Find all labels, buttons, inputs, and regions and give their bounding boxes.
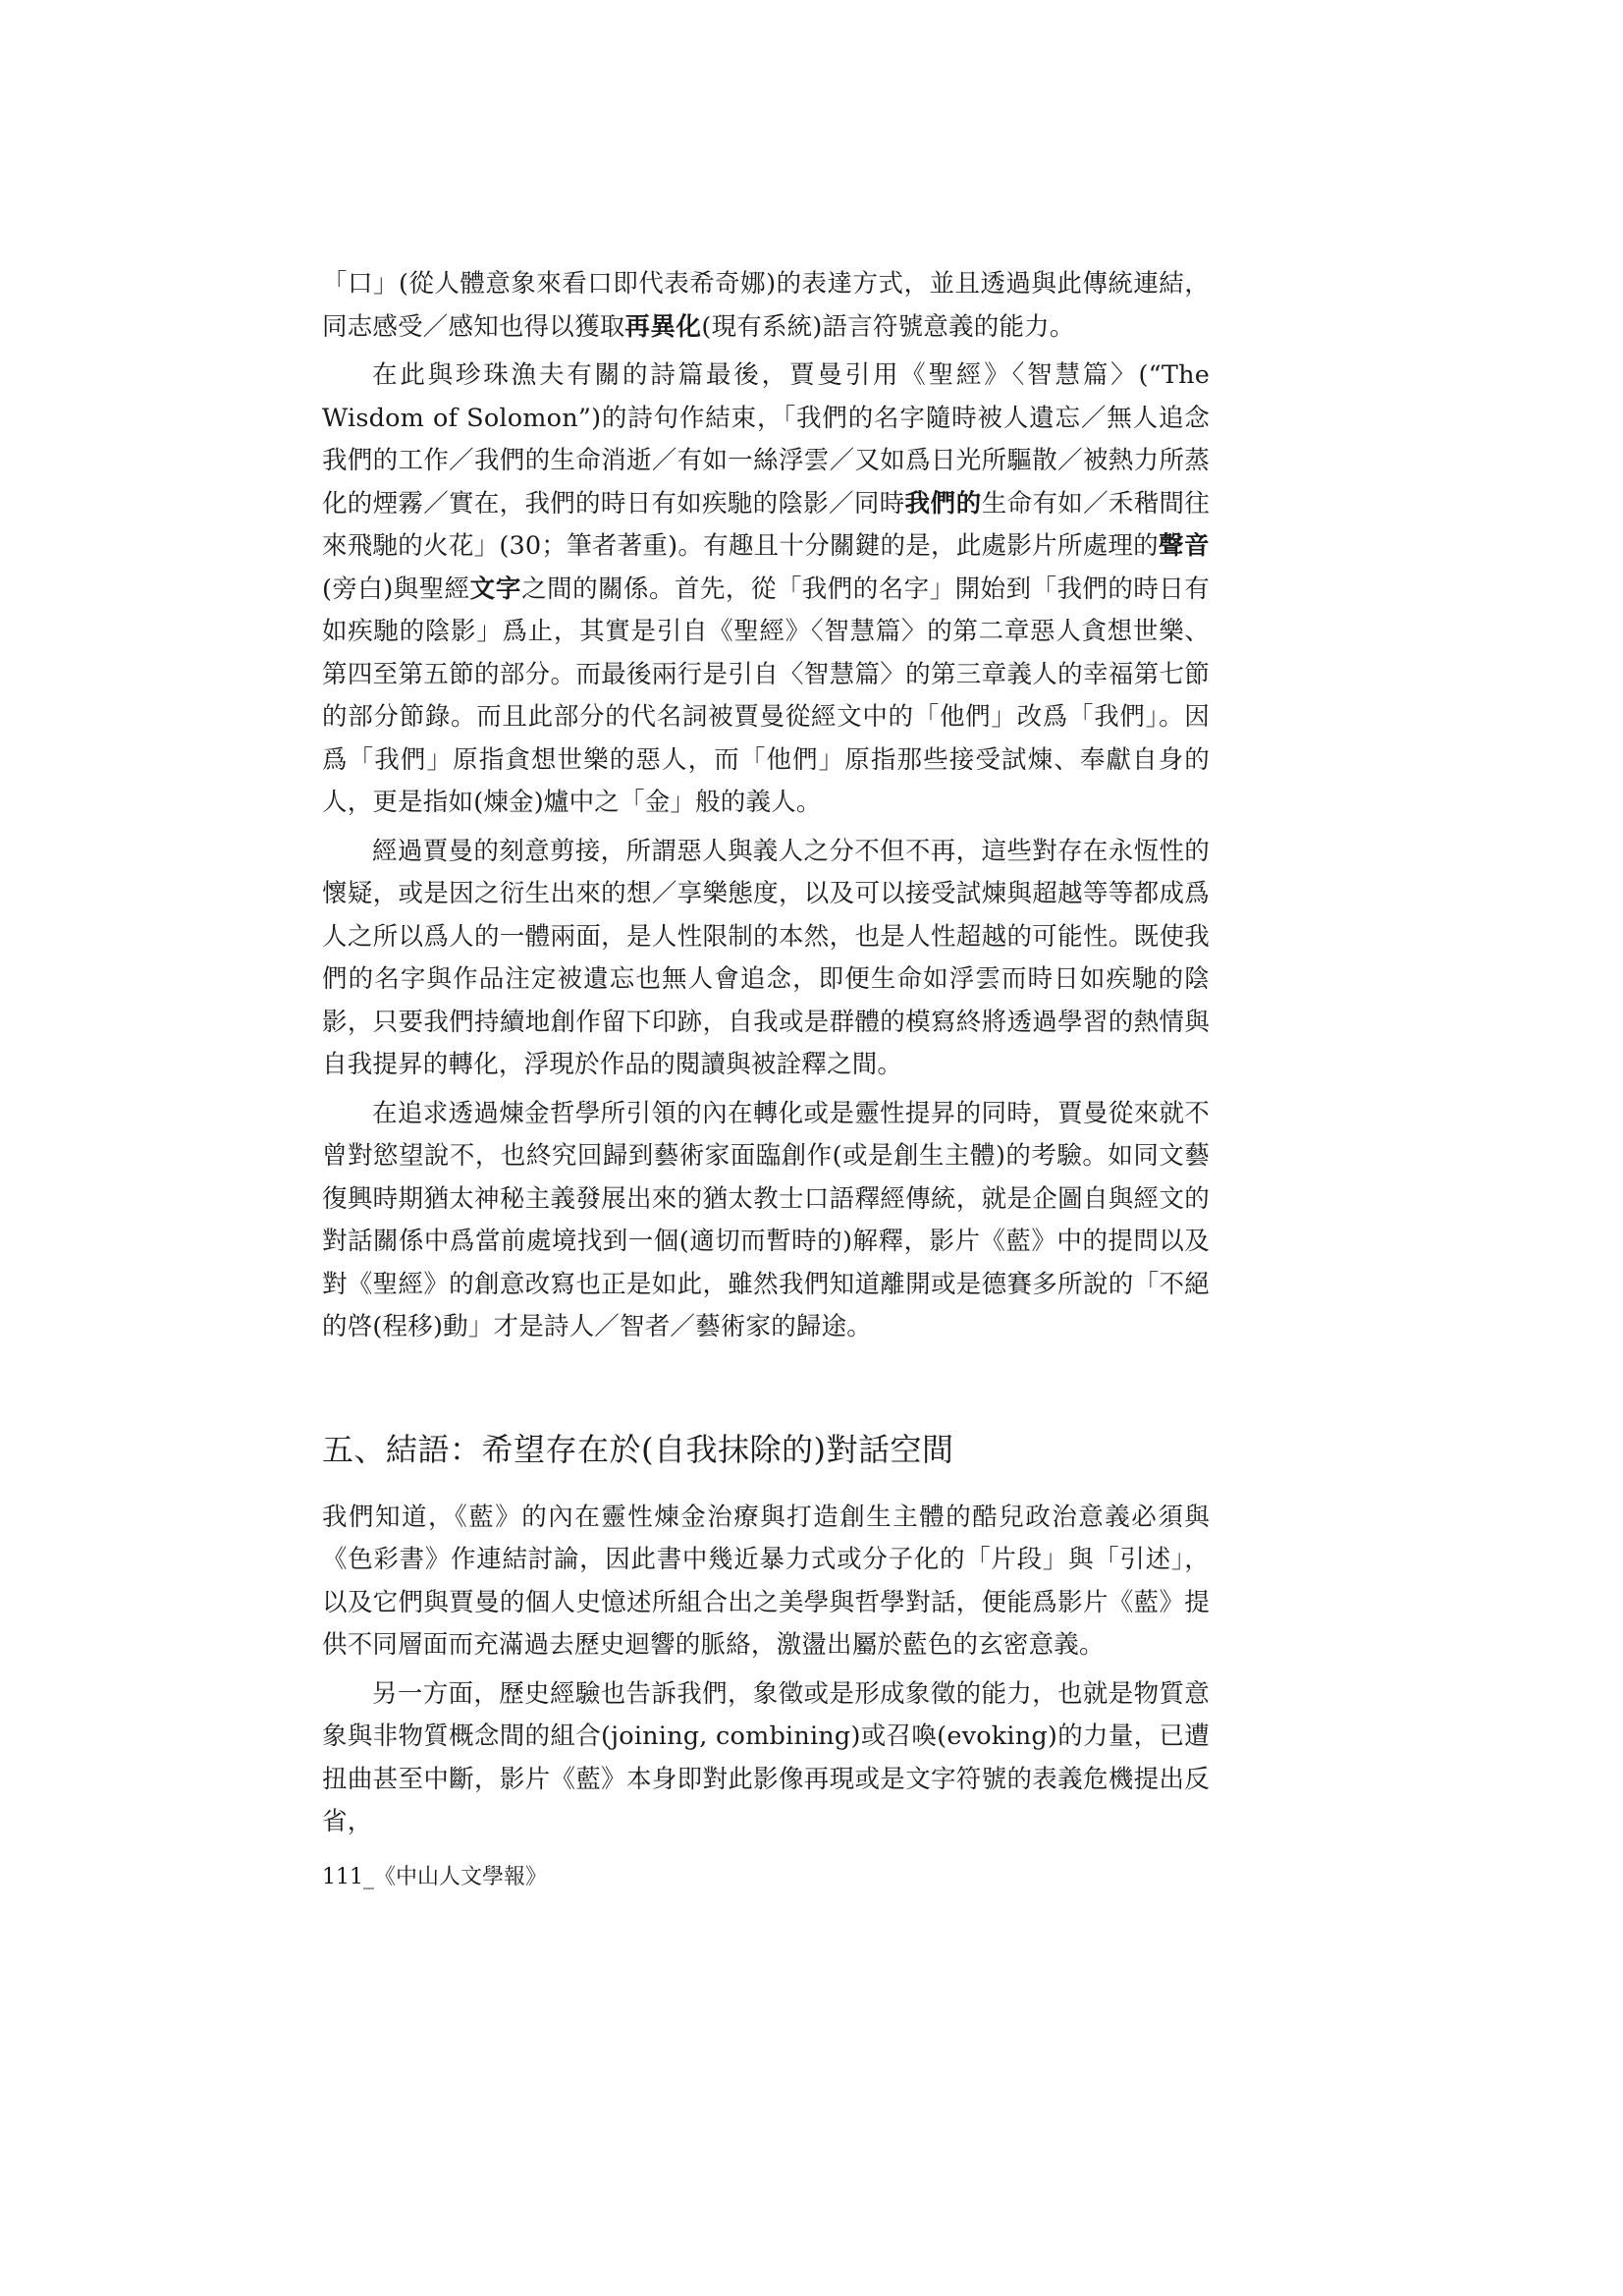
text-segment: (現有系統)語言符號意義的能力。 [701, 311, 1075, 342]
text-segment: 生命有如／禾稭間往來飛馳的火花」(30；筆者著重)。有趣且十分關鍵的是，此處影片所處理的 [322, 488, 1210, 561]
emphasized-text: 我們的 [904, 488, 982, 519]
page-footer: 111_《中山人文學報》 [322, 1865, 547, 1889]
emphasized-text: 再異化 [624, 311, 702, 342]
text-segment: 「口」(從人體意象來看口即代表希奇娜)的表達方式，並且透過與此傳統連結，同志感受／感知也得以獲取 [322, 269, 1210, 342]
text-segment: 我們知道，《藍》的內在靈性煉金治療與打造創生主體的酷兒政治意義必須與《色彩書》作連結討論，因此書中幾近暴力式或分子化的「片段」與「引述」，以及它們與賈曼的個人史憶述所組合出之美學與哲學對話，便能爲影片《藍》提供不同層面而充滿過去歷史迴響的脈絡，激盪出屬於藍色的玄密意義。 [322, 1502, 1210, 1660]
body-text-before-heading [322, 263, 1210, 1349]
emphasized-text: 文字 [469, 574, 522, 604]
paragraph [322, 1497, 1210, 1667]
paragraph [322, 1673, 1210, 1844]
paragraph [322, 355, 1210, 825]
paragraph [322, 1093, 1210, 1349]
page-body [322, 263, 1210, 1850]
text-segment: (旁白)與聖經 [322, 574, 470, 604]
text-segment: 另一方面，歷史經驗也告訴我們，象徵或是形成象徵的能力，也就是物質意象與非物質概念間的組合(joining, combining)或召喚(evoking)的力量，已遭扭曲甚至中斷，影片《藍》本身即對此影像再現或是文字符號的表義危機提出反省， [322, 1678, 1210, 1836]
paragraph [322, 831, 1210, 1087]
body-text-after-heading [322, 1497, 1210, 1844]
section-heading: 五、結語：希望存在於(自我抹除的)對話空間 [322, 1430, 954, 1468]
paragraph [322, 263, 1210, 349]
text-segment: 經過賈曼的刻意剪接，所謂惡人與義人之分不但不再，這些對存在永恆性的懷疑，或是因之衍生出來的想／享樂態度，以及可以接受試煉與超越等等都成爲人之所以爲人的一體兩面，是人性限制的本然，也是人性超越的可能性。既使我們的名字與作品注定被遺忘也無人會追念，即便生命如浮雲而時日如疾馳的陰影，只要我們持續地創作留下印跡，自我或是群體的模寫終將透過學習的熱情與自我提昇的轉化，浮現於作品的閱讀與被詮釋之間。 [322, 836, 1210, 1079]
text-segment: 在追求透過煉金哲學所引領的內在轉化或是靈性提昇的同時，賈曼從來就不曾對慾望說不，也終究回歸到藝術家面臨創作(或是創生主體)的考驗。如同文藝復興時期猶太神秘主義發展出來的猶太教士口語釋經傳統，就是企圖自與經文的對話關係中爲當前處境找到一個(適切而暫時的)解釋，影片《藍》中的提問以及對《聖經》的創意改寫也正是如此，雖然我們知道離開或是德賽多所說的「不絕的啓(程移)動」才是詩人／智者／藝術家的歸途。 [322, 1098, 1210, 1341]
text-segment: 之間的關係。首先，從「我們的名字」開始到「我們的時日有如疾馳的陰影」爲止，其實是引自《聖經》〈智慧篇〉的第二章惡人貪想世樂、第四至第五節的部分。而最後兩行是引自〈智慧篇〉的第三章義人的幸福第七節的部分節錄。而且此部分的代名詞被賈曼從經文中的「他們」改爲「我們」。因爲「我們」原指貪想世樂的惡人，而「他們」原指那些接受試煉、奉獻自身的人，更是指如(煉金)爐中之「金」般的義人。 [322, 574, 1210, 817]
text-segment: 在此與珍珠漁夫有關的詩篇最後，賈曼引用《聖經》〈智慧篇〉(“The Wisdom of Solomon”)的詩句作結束，「我們的名字隨時被人遺忘／無人追念我們的工作／我們的生命消逝／有如一絲浮雲／又如爲日光所驅散／被熱力所蒸化的煙霧／實在，我們的時日有如疾馳的陰影／同時 [322, 360, 1210, 519]
emphasized-text: 聲音 [1158, 531, 1210, 561]
